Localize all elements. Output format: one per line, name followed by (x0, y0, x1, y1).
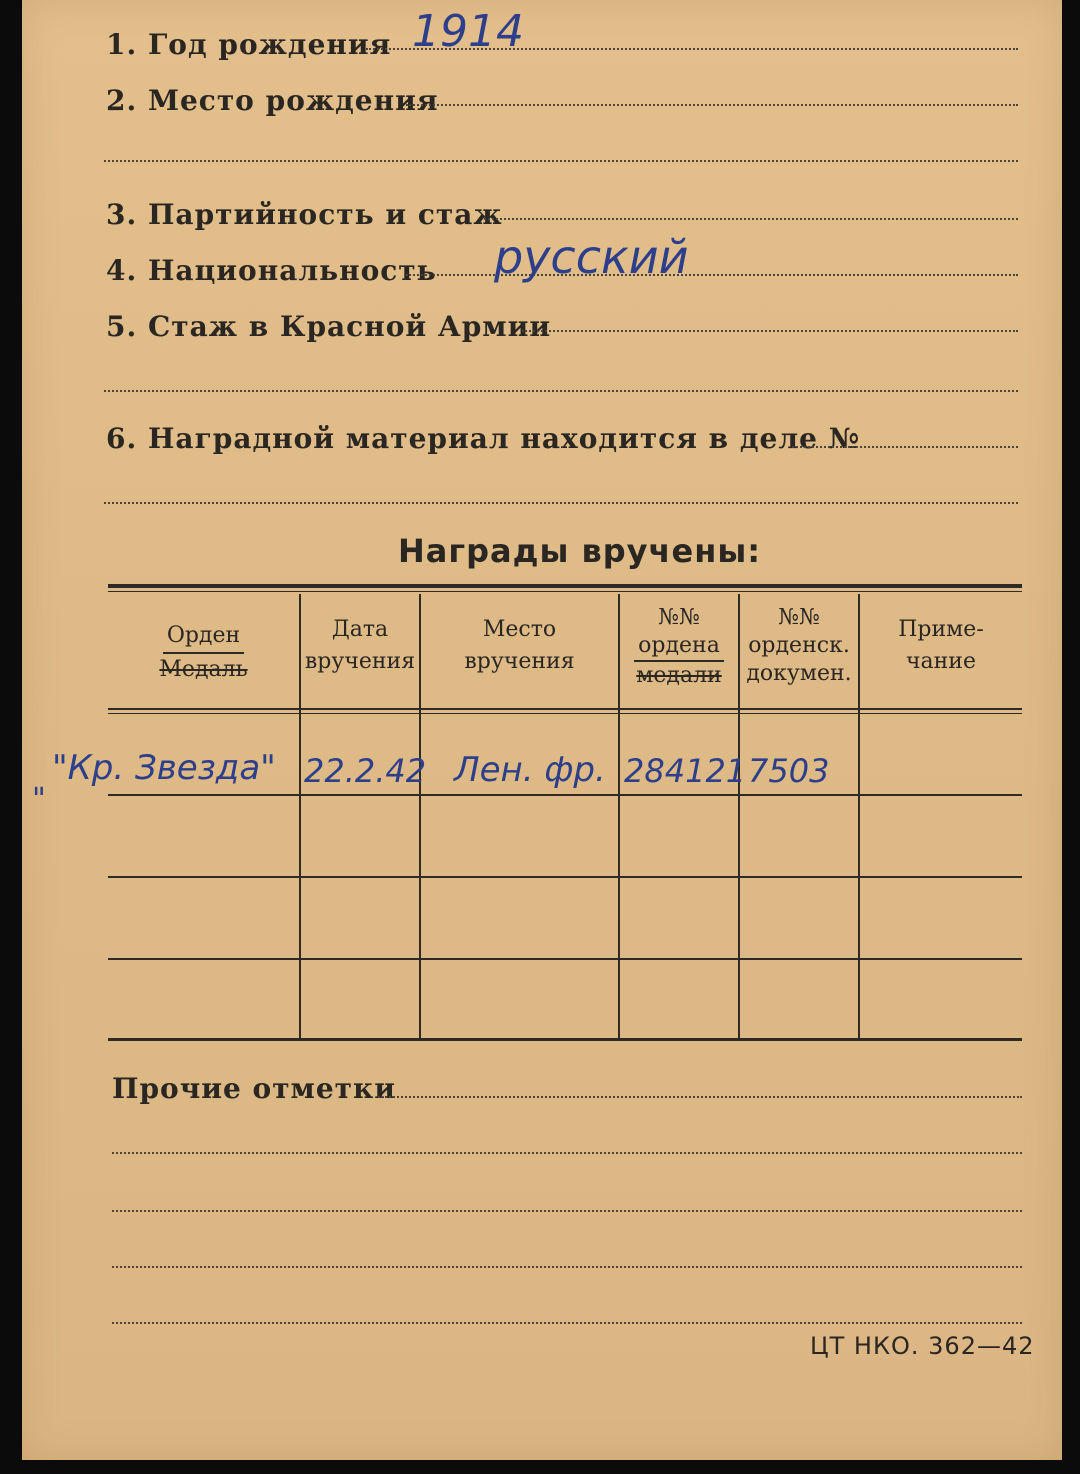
other-notes-line-1 (378, 1096, 1022, 1098)
row-rule-2 (108, 876, 1022, 878)
th-doc-no-line2: орденск. (748, 633, 850, 658)
row-order: "Кр. Звезда" (52, 748, 276, 788)
party-line (484, 218, 1018, 220)
th-note-line2: чание (905, 649, 976, 674)
th-medal-struck: Медаль (159, 657, 248, 682)
th-order-no-struck: медали (636, 663, 722, 688)
row-date: 22.2.42 (304, 752, 427, 790)
case-material-line (792, 446, 1018, 448)
row-place: Лен. фр. (454, 750, 606, 790)
th-date-line1: Дата (331, 617, 389, 642)
award-card (22, 0, 1062, 1460)
th-doc-no-line3: докумен. (746, 661, 852, 686)
th-place-line2: вручения (464, 649, 575, 674)
red-army-line (522, 330, 1018, 332)
th-date-line2: вручения (304, 649, 416, 674)
red-army-line-2 (104, 390, 1018, 392)
form-code: ЦТ НКО. 362—42 (810, 1332, 1035, 1360)
th-order-no (620, 604, 738, 690)
table-header-rule-thin (108, 713, 1022, 714)
case-material-label: 6. Наградной материал находится в деле № (106, 422, 861, 455)
awards-title: Награды вручены: (398, 532, 762, 570)
th-order (108, 620, 299, 686)
row-doc-no: 7503 (748, 752, 830, 790)
th-note-line1: Приме- (898, 617, 984, 642)
table-top-rule (108, 584, 1022, 588)
other-notes-label: Прочие отметки (112, 1072, 397, 1105)
case-material-line-2 (104, 502, 1018, 504)
other-notes-line-2 (112, 1152, 1022, 1154)
table-header-rule (108, 708, 1022, 710)
birth-year-label: 1. Год рождения (106, 28, 392, 61)
th-doc-no (740, 604, 858, 688)
th-order-label: Орден (163, 620, 244, 654)
nationality-label: 4. Национальность (106, 254, 437, 287)
row-rule-3 (108, 958, 1022, 960)
party-label: 3. Партийность и стаж (106, 198, 503, 231)
th-place (421, 614, 618, 678)
table-bottom-rule (108, 1038, 1022, 1041)
other-notes-line-5 (112, 1322, 1022, 1324)
table-top-rule-thin (108, 591, 1022, 592)
red-army-label: 5. Стаж в Красной Армии (106, 310, 552, 343)
row-rule-1 (108, 794, 1022, 796)
birth-place-line-2 (104, 160, 1018, 162)
th-doc-no-line1: №№ (778, 605, 820, 630)
row-mark: " (32, 782, 46, 817)
birth-place-label: 2. Место рождения (106, 84, 439, 117)
th-note (860, 614, 1022, 678)
th-order-no-line1: №№ (658, 605, 700, 630)
other-notes-line-4 (112, 1266, 1022, 1268)
birth-year-value: 1914 (412, 6, 524, 57)
th-order-no-line2: ордена (634, 632, 724, 662)
other-notes-line-3 (112, 1210, 1022, 1212)
birth-place-line (406, 104, 1018, 106)
th-place-line1: Место (482, 617, 557, 642)
nationality-value: русский (494, 230, 689, 284)
row-order-no: 284121 (624, 752, 747, 790)
th-date (301, 614, 419, 678)
